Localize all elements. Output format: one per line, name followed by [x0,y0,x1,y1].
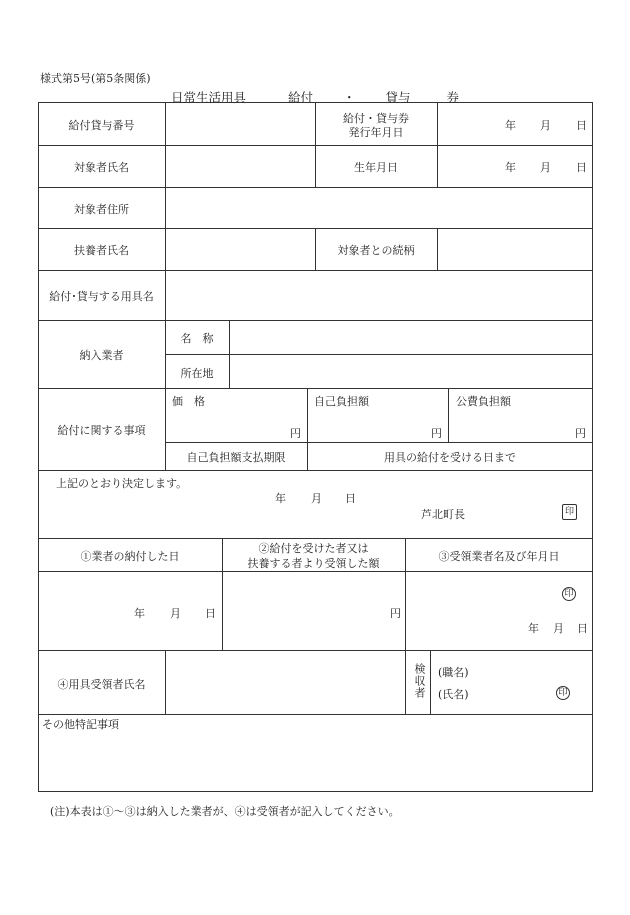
loan-number-label: 給付貸与番号 [68,119,135,132]
vendor-delivery-date-header: ①業者の納付した日 [80,550,180,563]
row-divider [38,270,593,271]
decision-day-label: 日 [345,492,356,505]
row-divider [38,388,593,389]
relationship-label: 対象者との続柄 [337,244,415,257]
issue-day-label: 日 [576,119,587,132]
guardian-name-label: 扶養者氏名 [74,244,129,257]
vendor-name-label: 名 称 [180,332,214,345]
received-amount-header-line2: 扶養する者より受領した額 [247,557,380,570]
column-divider [448,388,449,442]
delivery-day-label: 日 [205,607,216,620]
vendor-month-label: 月 [553,622,564,635]
received-amount-yen-label: 円 [390,607,401,620]
delivery-until-label: 用具の給付を受ける日まで [384,451,516,464]
receiving-vendor-header: ③受領業者名及び年月日 [438,550,560,563]
benefit-matters-label: 給付に関する事項 [57,424,146,437]
row-divider [38,571,593,572]
column-divider [437,102,438,187]
vendor-location-label: 所在地 [180,367,214,380]
title-part-1: 日常生活用具 [171,90,247,105]
delivery-month-label: 月 [170,607,181,620]
public-burden-label: 公費負担額 [456,395,511,408]
subject-name-label: 対象者氏名 [74,161,129,174]
column-divider [165,650,166,714]
issue-date-label-line1: 給付・貸与券 [343,112,409,125]
inspector-label: 検収者 [413,663,426,699]
other-notes-label: その他特記事項 [42,718,119,731]
row-divider [165,442,593,443]
mayor-label: 芦北町長 [421,508,465,521]
decision-text: 上記のとおり決定します。 [56,477,188,490]
column-divider [405,650,406,714]
inspector-seal-icon: 印 [556,686,570,700]
footnote: (注)本表は①～③は納入した業者が、④は受領者が記入してください。 [50,805,400,818]
column-divider [430,650,431,714]
row-divider [38,538,593,539]
row-divider [38,187,593,188]
column-divider [437,228,438,270]
birth-day-label: 日 [576,161,587,174]
vendor-year-label: 年 [528,622,539,635]
item-name-label: 給付･貸与する用具名 [49,290,154,303]
price-label: 価 格 [172,395,205,408]
payment-deadline-label: 自己負担額支払期限 [186,451,286,464]
self-burden-label: 自己負担額 [314,395,369,408]
issue-date-label-line2: 発行年月日 [348,126,404,139]
receiver-name-label: ④用具受領者氏名 [57,678,146,691]
column-divider [165,102,166,470]
column-divider [229,320,230,388]
received-amount-header-line1: ②給付を受けた者又は [258,542,369,555]
issue-year-label: 年 [505,119,516,132]
decision-year-label: 年 [275,492,286,505]
self-burden-yen-label: 円 [431,427,442,440]
public-burden-yen-label: 円 [575,427,586,440]
birth-month-label: 月 [540,161,551,174]
inspector-name-label: (氏名) [438,688,469,701]
price-yen-label: 円 [290,427,301,440]
decision-month-label: 月 [311,492,322,505]
birth-date-label: 生年月日 [354,161,398,174]
mayor-seal-icon: 印 [562,504,577,520]
birth-year-label: 年 [505,161,516,174]
vendor-seal-icon: 印 [562,587,576,601]
title-part-2: 給付 [288,90,314,105]
inspector-job-title-label: (職名) [438,666,469,679]
form-number: 様式第5号(第5条関係) [40,72,151,85]
row-divider [38,320,593,321]
delivery-year-label: 年 [134,607,145,620]
title-part-3: 貸与 [385,90,411,105]
title-dot: ・ [342,90,356,105]
row-divider [38,650,593,651]
row-divider [38,470,593,471]
subject-address-label: 対象者住所 [74,203,129,216]
vendor-label: 納入業者 [79,349,124,362]
row-divider [38,714,593,715]
issue-month-label: 月 [540,119,551,132]
title-part-4: 券 [446,90,459,105]
vendor-day-label: 日 [577,622,588,635]
